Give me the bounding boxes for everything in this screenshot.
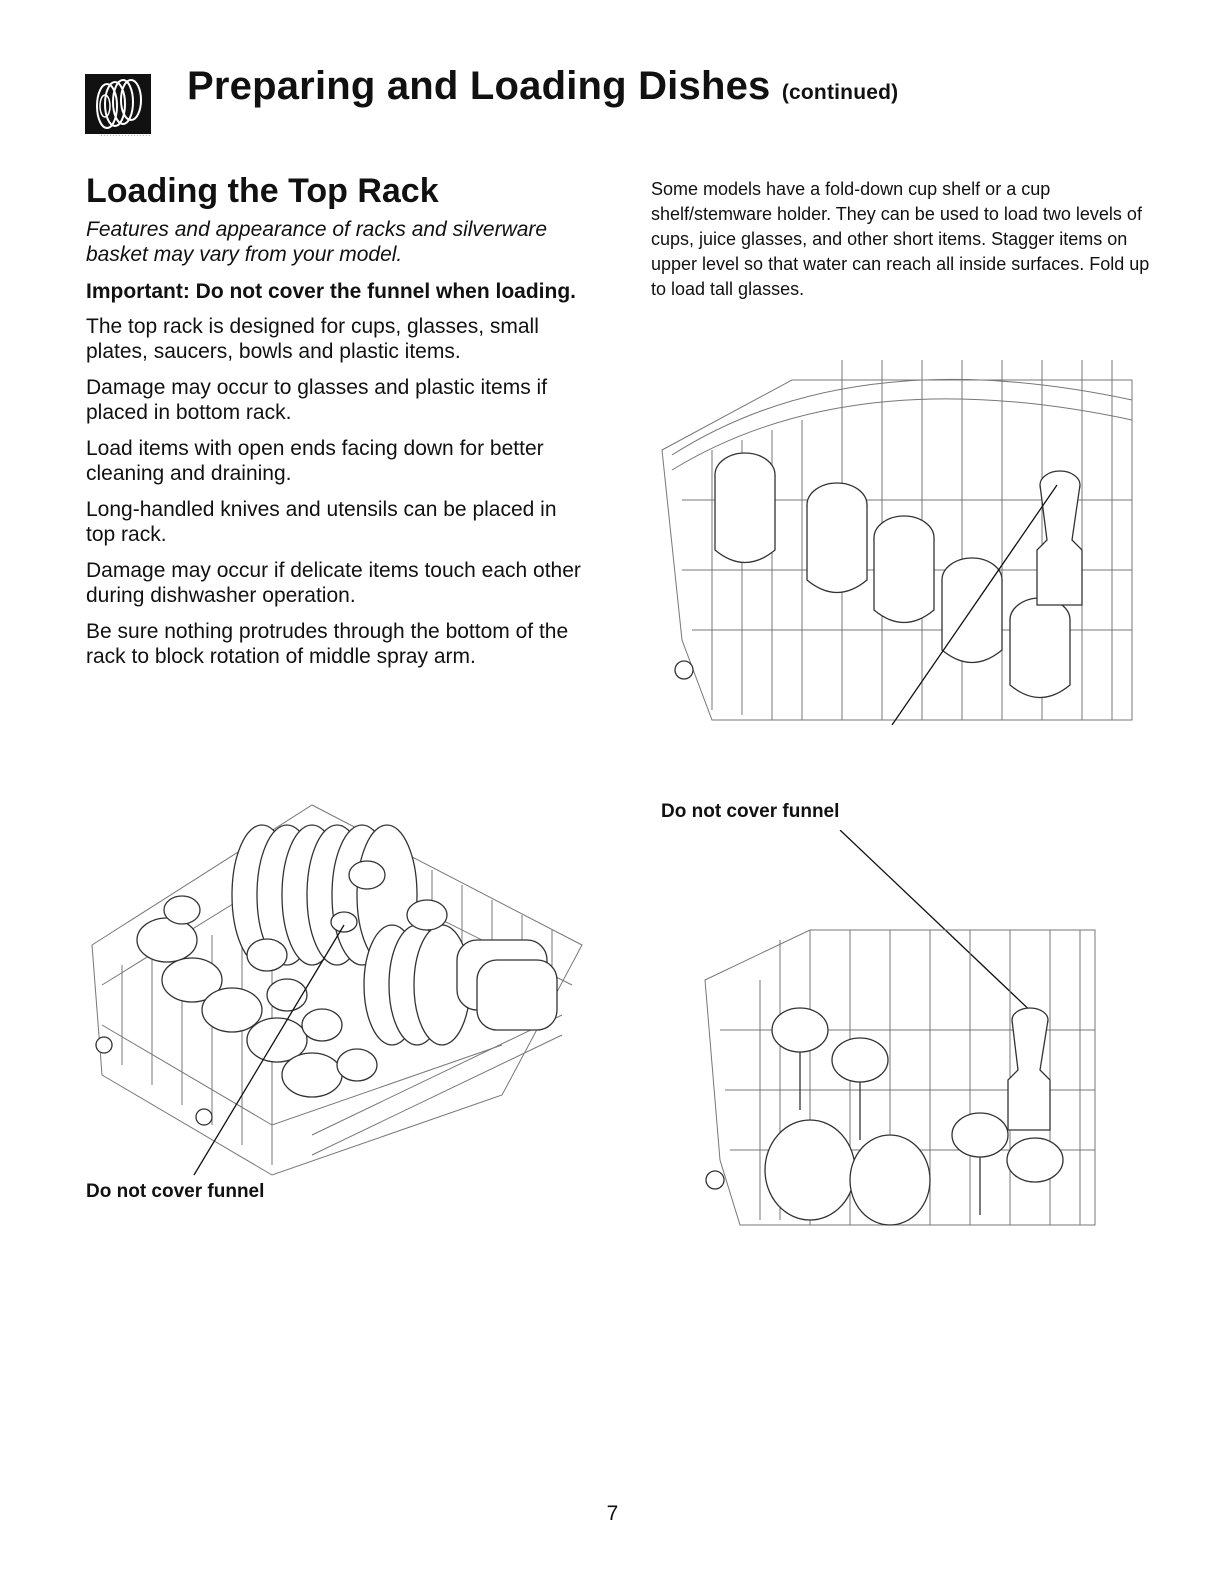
dishes-icon: [85, 74, 153, 136]
top-rack-illustration: [82, 795, 592, 1185]
paragraph: Damage may occur if delicate items touch each other during dishwasher operation.: [86, 559, 581, 607]
paragraph: Load items with open ends facing down for better cleaning and draining.: [86, 437, 544, 485]
section-subtitle: Features and appearance of racks and silverware basket may vary from your model.: [86, 218, 548, 266]
page-title: [187, 64, 898, 109]
stemware-holder-illustration: [700, 830, 1100, 1230]
paragraph: Damage may occur to glasses and plastic items if placed in bottom rack.: [86, 376, 548, 424]
section-title: Loading the Top Rack: [86, 172, 439, 210]
paragraph: Long-handled knives and utensils can be placed in top rack.: [86, 498, 557, 546]
paragraph: Be sure nothing protrudes through the bottom of the rack to block rotation of middle spray arm.: [86, 620, 569, 668]
paragraph: The top rack is designed for cups, glasses, small plates, saucers, bowls and plastic items.: [86, 315, 539, 363]
page-title-suffix: (continued): [781, 81, 899, 104]
cup-shelf-caption: Do not cover funnel: [661, 801, 840, 822]
cup-shelf-paragraph: Some models have a fold-down cup shelf or a cup shelf/stemware holder. They can be used to load two levels of cups, juice glasses, and other short items. Stagger items on upper level so that water can reach all inside surfaces. Fold up to load tall glasses.: [651, 179, 1150, 299]
left-column: [86, 172, 586, 680]
right-column: [651, 177, 1151, 302]
important-note: Important: Do not cover the funnel when loading.: [86, 280, 576, 303]
page-number: 7: [606, 1502, 619, 1525]
page-header: [80, 62, 1140, 162]
cup-shelf-illustration: [652, 340, 1137, 725]
page-title-text: Preparing and Loading Dishes: [187, 64, 771, 108]
top-rack-caption: Do not cover funnel: [86, 1181, 265, 1202]
